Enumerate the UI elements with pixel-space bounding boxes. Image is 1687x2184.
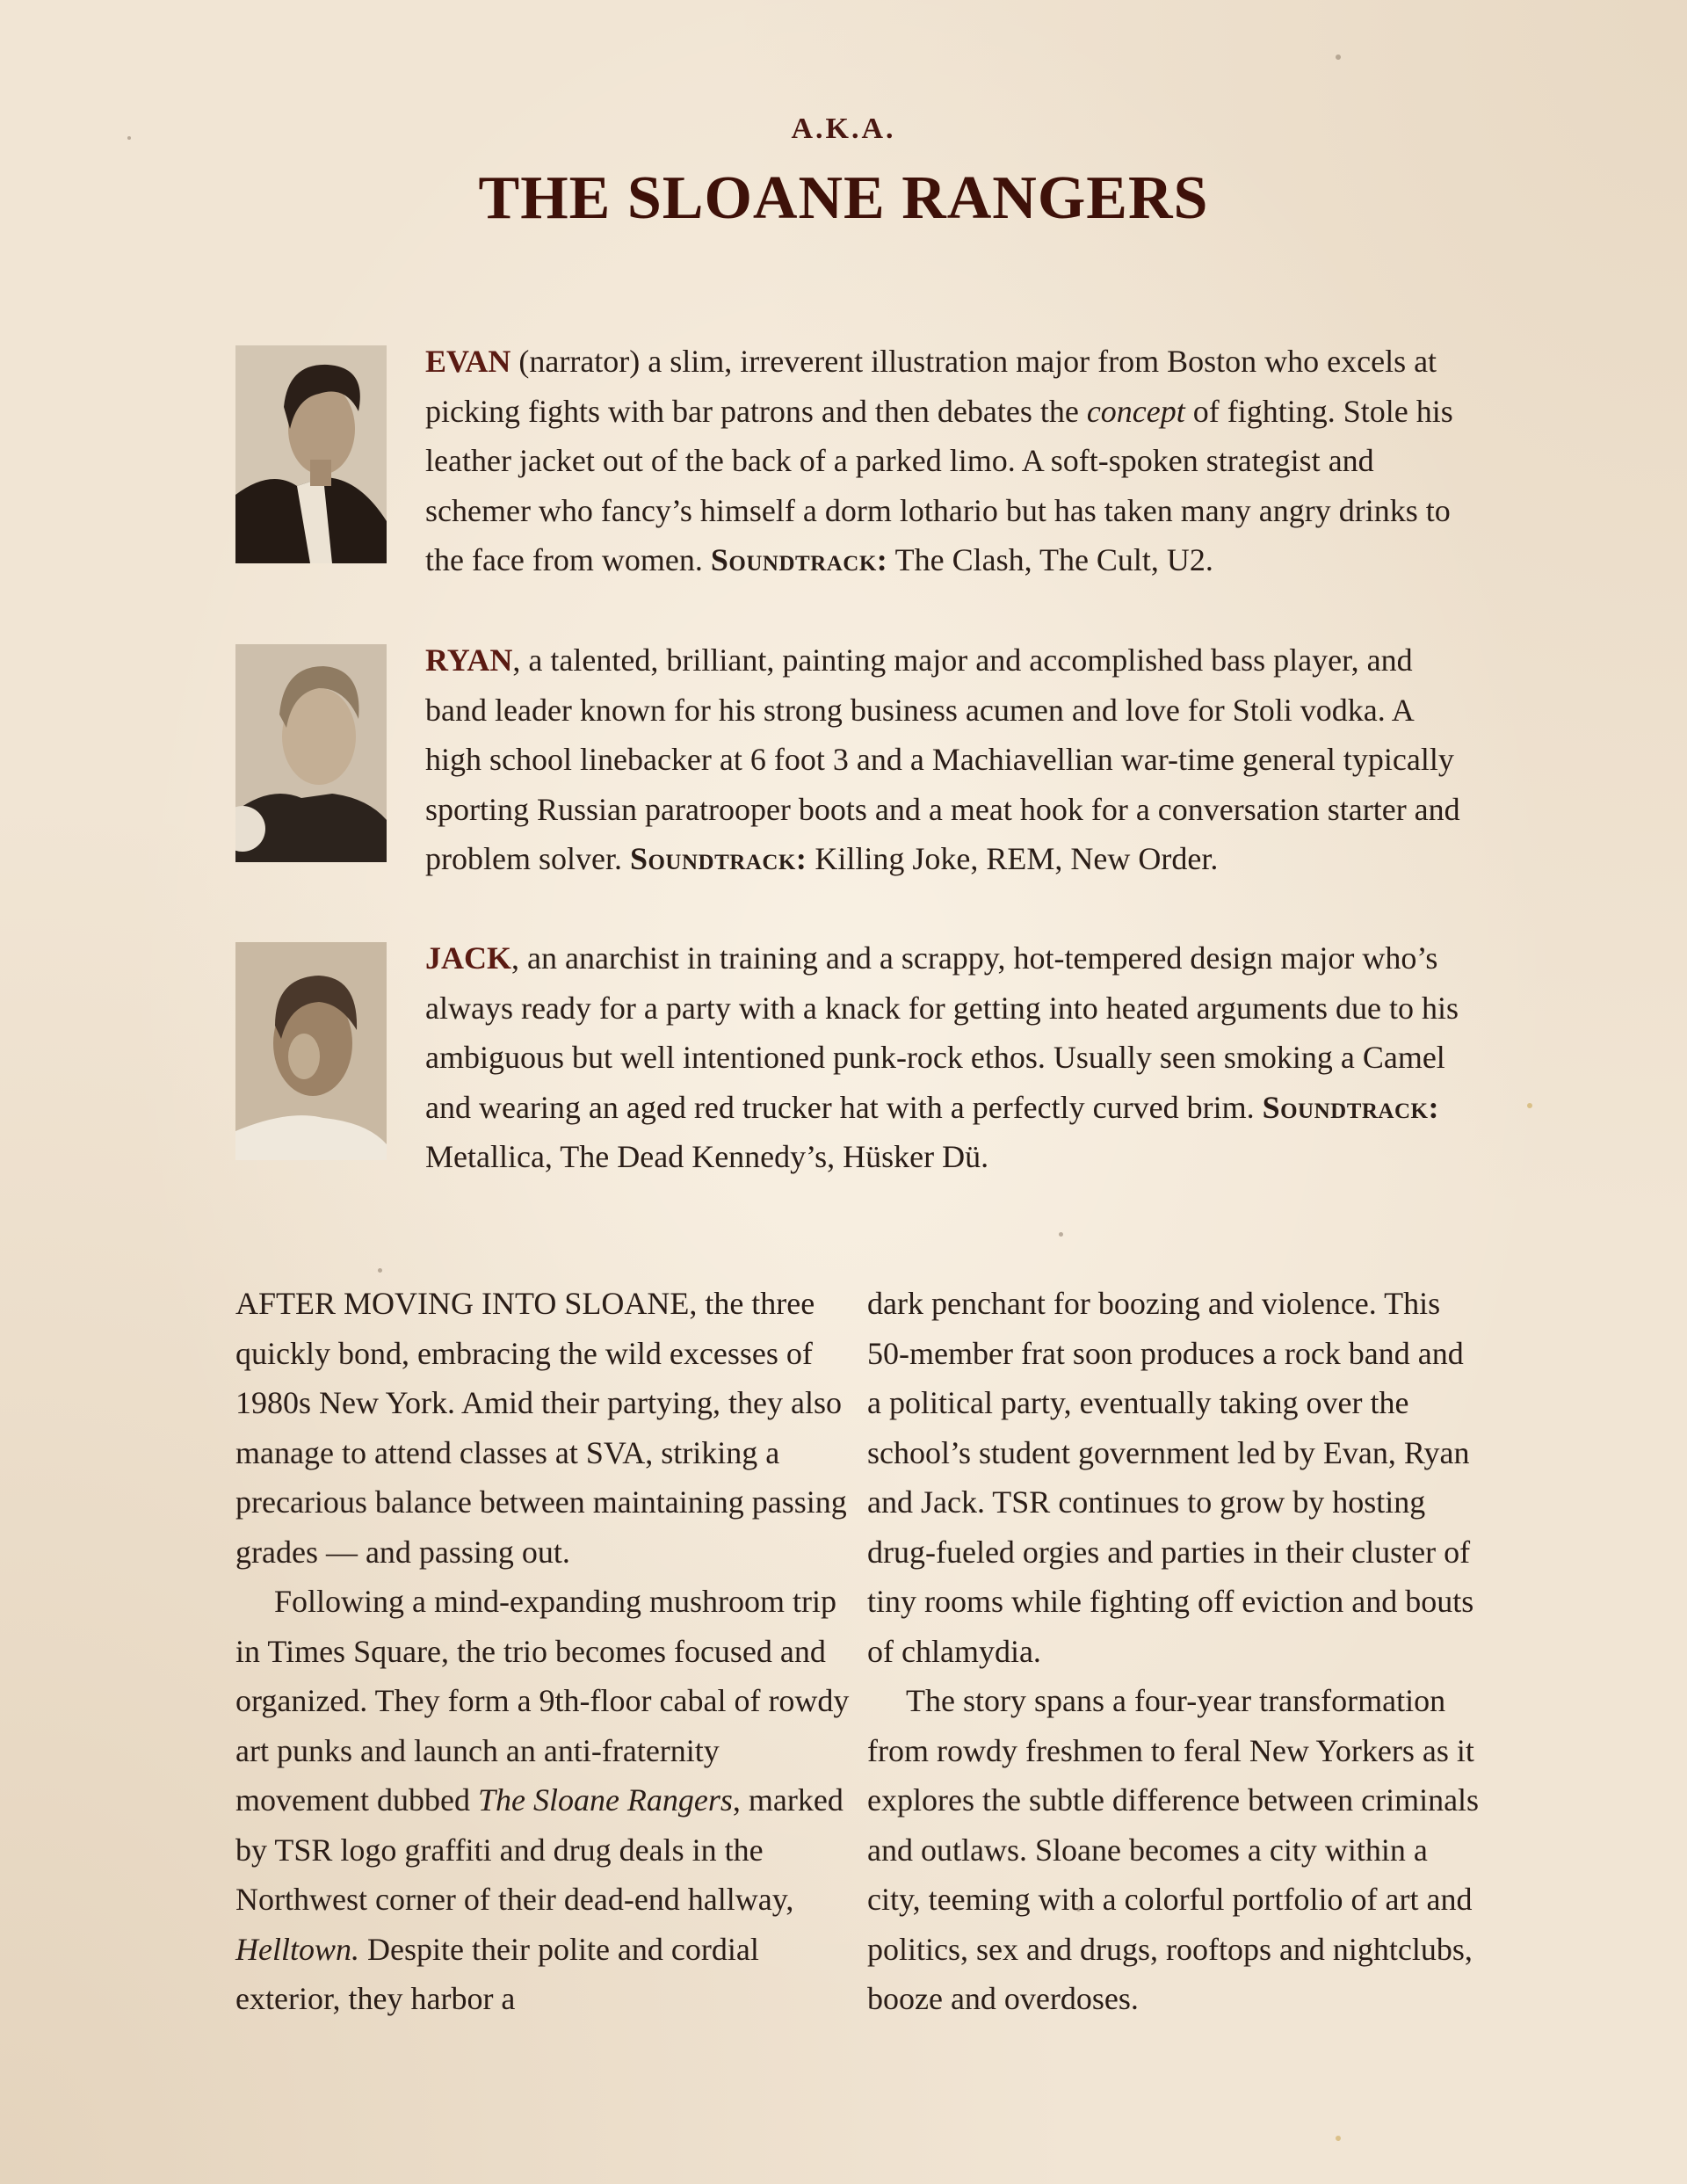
body-column-left xyxy=(235,1279,851,2024)
body-paragraph: AFTER MOVING INTO SLOANE, the three quickly bond, embracing the wild excesses of 1980s New York. Amid their partying, they also manage to attend classes at SVA, striking a precarious balance between maintaining passing grades — and passing out. xyxy=(235,1286,847,1570)
portrait-jack xyxy=(235,942,387,1160)
paper-speck xyxy=(1336,2136,1341,2141)
paper-speck xyxy=(1527,1103,1532,1108)
soundtrack-label: Soundtrack: xyxy=(1262,1089,1439,1125)
paper-speck xyxy=(1059,1232,1063,1237)
bio-ryan: RYAN, a talented, brilliant, painting major and accomplished bass player, and band leader known for his strong business acumen and love for Stoli vodka. A high school linebacker at 6 foot 3 and a Machiavellian war-time general typically sporting Russian paratrooper boots and a meat hook for a conversation starter and problem solver. Soundtrack: Killing Joke, REM, New Order. xyxy=(425,642,1460,876)
soundtrack-label: Soundtrack: xyxy=(710,542,888,577)
name-jack: JACK xyxy=(425,940,511,976)
portrait-ryan xyxy=(235,644,387,862)
paper-speck xyxy=(1336,54,1341,60)
name-evan: EVAN xyxy=(425,344,511,379)
profile-evan xyxy=(235,344,1466,577)
soundtrack-ryan: Killing Joke, REM, New Order. xyxy=(807,841,1219,876)
body-paragraph: The story spans a four-year transformation from rowdy freshmen to feral New Yorkers as it explores the subtle difference between criminals and outlaws. Sloane becomes a city within a city, teeming with a colorful portfolio of art and politics, sex and drugs, rooftops and nightclubs, booze and overdoses. xyxy=(867,1683,1480,2016)
name-ryan: RYAN xyxy=(425,642,513,678)
page-title: THE SLOANE RANGERS xyxy=(478,164,1209,232)
soundtrack-label: Soundtrack: xyxy=(629,841,807,876)
bio-jack: JACK, an anarchist in training and a scrappy, hot-tempered design major who’s always ready for a party with a knack for getting into heated arguments due to his ambiguous but well intentioned punk-rock ethos. Usually seen smoking a Camel and wearing an aged red trucker hat with a perfectly curved brim. Soundtrack: Metallica, The Dead Kennedy’s, Hüsker Dü. xyxy=(425,940,1459,1174)
portrait-evan xyxy=(235,345,387,563)
soundtrack-evan: The Clash, The Cult, U2. xyxy=(887,542,1213,577)
body-paragraph: Following a mind-expanding mushroom trip in Times Square, the trio becomes focused and organized. They form a 9th-floor cabal of rowdy art punks and launch an anti-fraternity movement dubbed The Sloane Rangers, marked by TSR logo graffiti and drug deals in the Northwest corner of their dead-end hallway, Helltown. Despite their polite and cordial exterior, they harbor a xyxy=(235,1584,850,2016)
body-column-right xyxy=(867,1279,1482,2024)
kicker: A.K.A. xyxy=(791,112,896,145)
bio-evan: EVAN (narrator) a slim, irreverent illustration major from Boston who excels at picking fights with bar patrons and then debates the concept of fighting. Stole his leather jacket out of the back of a parked limo. A soft-spoken strategist and schemer who fancy’s himself a dorm lothario but has taken many angry drinks to the face from women. Soundtrack: The Clash, The Cult, U2. xyxy=(425,344,1453,577)
body-paragraph: dark penchant for boozing and violence. This 50-member frat soon produces a rock band and a political party, eventually taking over the school’s student government led by Evan, Ryan and Jack. TSR continues to grow by hosting drug-fueled orgies and parties in their cluster of tiny rooms while fighting off eviction and bouts of chlamydia. xyxy=(867,1286,1474,1669)
paper-speck xyxy=(378,1268,382,1273)
profile-jack xyxy=(235,940,1466,1174)
profile-ryan xyxy=(235,642,1466,876)
soundtrack-jack: Metallica, The Dead Kennedy’s, Hüsker Dü. xyxy=(425,1139,989,1174)
